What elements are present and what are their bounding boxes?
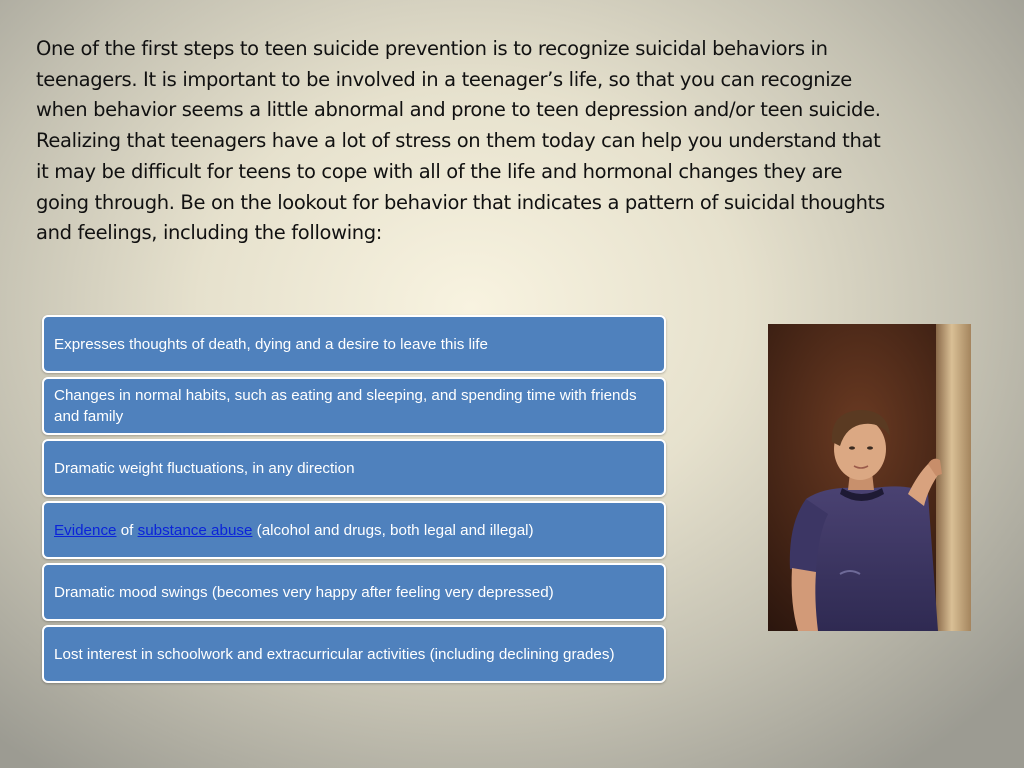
teen-boy-illustration [768, 324, 971, 631]
list-item-text-connector: of [116, 521, 138, 539]
list-item-text: Dramatic mood swings (becomes very happy after feeling very depressed) [54, 583, 554, 601]
list-item [42, 563, 666, 621]
intro-paragraph: One of the first steps to teen suicide prevention is to recognize suicidal behaviors in teenagers. It is important to be involved in a teenager’s life, so that you can recognize when behavior seems a little abnormal and prone to teen depression and/or teen suicide. Realizing that teenagers have a lot of stress on them today can help you understand that it may be difficult for teens to cope with all of the life and hormonal changes they are going through. Be on the lookout for behavior that indicates a pattern of suicidal thoughts and feelings, including the following: [36, 37, 885, 245]
list-item [42, 625, 666, 683]
list-item-text: Changes in normal habits, such as eating and sleeping, and spending time with friends and family [54, 387, 637, 425]
warning-signs-list [42, 315, 666, 687]
list-item-text-rest: (alcohol and drugs, both legal and illegal) [252, 521, 534, 539]
list-item-text: Dramatic weight fluctuations, in any direction [54, 459, 355, 477]
substance-abuse-link[interactable]: substance abuse [137, 521, 253, 539]
evidence-link[interactable]: Evidence [54, 521, 117, 539]
list-item-text [54, 520, 534, 541]
list-item-text: Expresses thoughts of death, dying and a desire to leave this life [54, 335, 488, 353]
teen-boy-photo [768, 324, 971, 631]
list-item [42, 501, 666, 559]
list-item-text: Lost interest in schoolwork and extracurricular activities (including declining grades) [54, 645, 615, 663]
list-item [42, 439, 666, 497]
list-item [42, 377, 666, 435]
list-item [42, 315, 666, 373]
